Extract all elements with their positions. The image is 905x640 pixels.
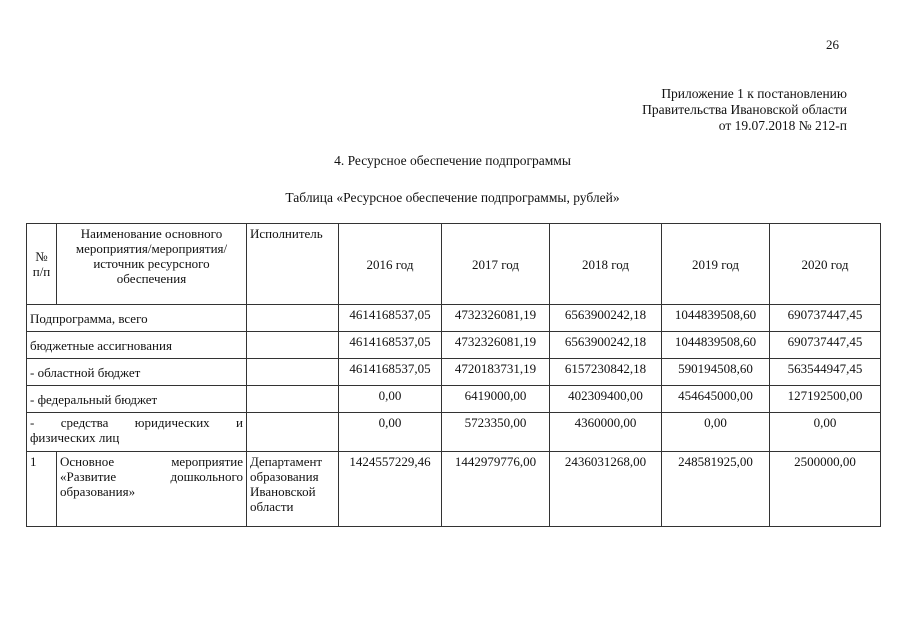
cell-value: 0,00 [339, 386, 442, 413]
cell-value: 4732326081,19 [442, 332, 550, 359]
header-num: № п/п [27, 224, 57, 305]
resource-table [26, 223, 881, 527]
cell-value: 563544947,45 [770, 359, 881, 386]
table-row [27, 359, 881, 386]
cell-value: 4720183731,19 [442, 359, 550, 386]
header-executor: Исполнитель [247, 224, 339, 305]
table-row [27, 386, 881, 413]
table-header-row [27, 224, 881, 305]
cell-value: 454645000,00 [662, 386, 770, 413]
table-row [27, 413, 881, 452]
row-label: - средства юридических и физических лиц [27, 413, 247, 452]
appendix-header [642, 86, 847, 134]
cell-value: 402309400,00 [550, 386, 662, 413]
cell-value: 2436031268,00 [550, 452, 662, 527]
header-year: 2019 год [662, 224, 770, 305]
cell-value: 690737447,45 [770, 332, 881, 359]
page-number: 26 [826, 37, 839, 52]
cell-value: 6563900242,18 [550, 305, 662, 332]
cell-value: 690737447,45 [770, 305, 881, 332]
cell-value: 6563900242,18 [550, 332, 662, 359]
row-label: бюджетные ассигнования [27, 332, 247, 359]
cell-value: 4360000,00 [550, 413, 662, 452]
cell-value: 4614168537,05 [339, 305, 442, 332]
row-label: Подпрограмма, всего [27, 305, 247, 332]
table-row [27, 452, 881, 527]
cell-value: 5723350,00 [442, 413, 550, 452]
row-executor [247, 332, 339, 359]
header-year: 2018 год [550, 224, 662, 305]
row-executor [247, 305, 339, 332]
table-row [27, 305, 881, 332]
appendix-line: Приложение 1 к постановлению [661, 86, 847, 101]
table-title: Таблица «Ресурсное обеспечение подпрограммы, рублей» [285, 190, 620, 205]
row-label: Основное мероприятие «Развитие дошкольного образования» [57, 452, 247, 527]
cell-value: 0,00 [662, 413, 770, 452]
row-label: - областной бюджет [27, 359, 247, 386]
row-executor [247, 359, 339, 386]
appendix-line: от 19.07.2018 № 212-п [718, 118, 847, 133]
row-label: - федеральный бюджет [27, 386, 247, 413]
table-row [27, 332, 881, 359]
cell-value: 4732326081,19 [442, 305, 550, 332]
section-title: 4. Ресурсное обеспечение подпрограммы [334, 153, 571, 168]
cell-value: 4614168537,05 [339, 332, 442, 359]
cell-value: 127192500,00 [770, 386, 881, 413]
cell-value: 248581925,00 [662, 452, 770, 527]
cell-value: 1044839508,60 [662, 305, 770, 332]
cell-value: 1044839508,60 [662, 332, 770, 359]
header-year: 2016 год [339, 224, 442, 305]
cell-value: 2500000,00 [770, 452, 881, 527]
row-executor: Департамент образования Ивановской области [247, 452, 339, 527]
appendix-line: Правительства Ивановской области [642, 102, 847, 117]
header-year: 2017 год [442, 224, 550, 305]
header-year: 2020 год [770, 224, 881, 305]
cell-value: 6157230842,18 [550, 359, 662, 386]
header-name: Наименование основного мероприятия/мероприятия/ источник ресурсного обеспечения [57, 224, 247, 305]
cell-value: 4614168537,05 [339, 359, 442, 386]
cell-value: 590194508,60 [662, 359, 770, 386]
row-executor [247, 413, 339, 452]
cell-value: 1442979776,00 [442, 452, 550, 527]
cell-value: 0,00 [770, 413, 881, 452]
cell-value: 1424557229,46 [339, 452, 442, 527]
cell-value: 6419000,00 [442, 386, 550, 413]
row-executor [247, 386, 339, 413]
cell-value: 0,00 [339, 413, 442, 452]
row-number: 1 [27, 452, 57, 527]
